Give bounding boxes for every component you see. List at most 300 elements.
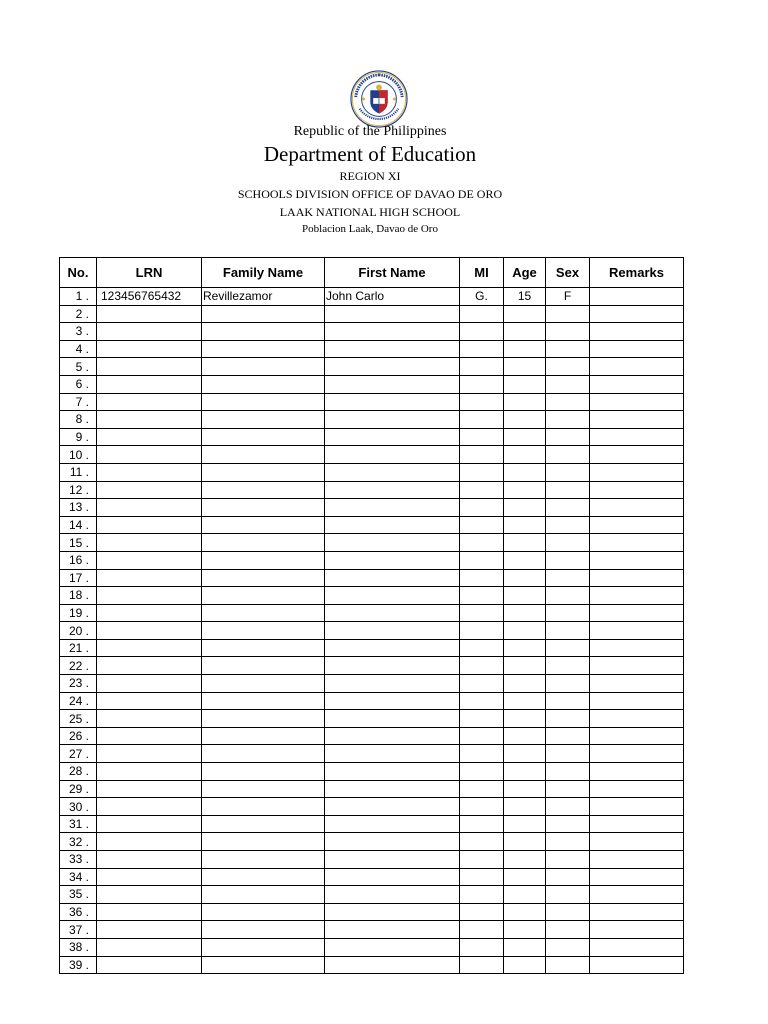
cell-no: 31 . xyxy=(60,815,97,833)
cell-age xyxy=(504,446,546,464)
cell-age xyxy=(504,481,546,499)
cell-mi xyxy=(460,798,504,816)
cell-remarks xyxy=(590,516,684,534)
cell-mi xyxy=(460,639,504,657)
cell-remarks xyxy=(590,745,684,763)
cell-sex xyxy=(546,481,590,499)
cell-lrn xyxy=(97,780,202,798)
cell-mi xyxy=(460,463,504,481)
column-header-sex: Sex xyxy=(546,258,590,288)
cell-mi xyxy=(460,604,504,622)
table-row xyxy=(60,745,684,763)
cell-age xyxy=(504,833,546,851)
cell-no: 23 . xyxy=(60,675,97,693)
cell-mi xyxy=(460,903,504,921)
column-header-no: No. xyxy=(60,258,97,288)
cell-remarks xyxy=(590,411,684,429)
cell-mi xyxy=(460,323,504,341)
cell-lrn xyxy=(97,323,202,341)
cell-family-name xyxy=(202,938,325,956)
cell-no: 25 . xyxy=(60,710,97,728)
cell-remarks xyxy=(590,375,684,393)
cell-age xyxy=(504,393,546,411)
deped-seal-icon xyxy=(350,70,408,128)
cell-mi xyxy=(460,622,504,640)
table-row xyxy=(60,604,684,622)
table-row xyxy=(60,411,684,429)
cell-first-name xyxy=(325,604,460,622)
cell-first-name: John Carlo xyxy=(325,288,460,306)
cell-lrn xyxy=(97,921,202,939)
cell-family-name xyxy=(202,499,325,517)
cell-first-name xyxy=(325,868,460,886)
cell-lrn xyxy=(97,745,202,763)
cell-sex xyxy=(546,886,590,904)
cell-family-name xyxy=(202,428,325,446)
cell-no: 15 . xyxy=(60,534,97,552)
cell-mi xyxy=(460,692,504,710)
cell-family-name xyxy=(202,692,325,710)
student-roster-table xyxy=(59,257,684,974)
cell-sex xyxy=(546,780,590,798)
cell-sex xyxy=(546,675,590,693)
cell-remarks xyxy=(590,956,684,974)
table-row xyxy=(60,798,684,816)
table-row xyxy=(60,639,684,657)
cell-family-name xyxy=(202,657,325,675)
cell-first-name xyxy=(325,727,460,745)
table-row xyxy=(60,657,684,675)
table-row xyxy=(60,833,684,851)
cell-remarks xyxy=(590,903,684,921)
cell-lrn xyxy=(97,375,202,393)
cell-lrn xyxy=(97,763,202,781)
cell-first-name xyxy=(325,692,460,710)
cell-age xyxy=(504,675,546,693)
cell-remarks xyxy=(590,692,684,710)
cell-remarks xyxy=(590,763,684,781)
cell-age xyxy=(504,340,546,358)
cell-sex xyxy=(546,710,590,728)
cell-age xyxy=(504,710,546,728)
cell-no: 11 . xyxy=(60,463,97,481)
cell-family-name xyxy=(202,851,325,869)
cell-sex xyxy=(546,305,590,323)
cell-no: 7 . xyxy=(60,393,97,411)
cell-mi xyxy=(460,921,504,939)
cell-age xyxy=(504,868,546,886)
cell-sex xyxy=(546,938,590,956)
cell-mi xyxy=(460,516,504,534)
cell-mi xyxy=(460,411,504,429)
cell-family-name xyxy=(202,745,325,763)
cell-age xyxy=(504,956,546,974)
cell-no: 13 . xyxy=(60,499,97,517)
cell-first-name xyxy=(325,851,460,869)
table-row xyxy=(60,938,684,956)
cell-sex xyxy=(546,534,590,552)
cell-remarks xyxy=(590,851,684,869)
table-row xyxy=(60,692,684,710)
cell-mi xyxy=(460,763,504,781)
cell-remarks xyxy=(590,675,684,693)
cell-no: 5 . xyxy=(60,358,97,376)
cell-mi xyxy=(460,358,504,376)
column-header-lrn: LRN xyxy=(97,258,202,288)
table-row xyxy=(60,903,684,921)
cell-sex xyxy=(546,411,590,429)
cell-age xyxy=(504,886,546,904)
cell-remarks xyxy=(590,587,684,605)
cell-family-name xyxy=(202,411,325,429)
cell-age xyxy=(504,798,546,816)
table-row xyxy=(60,463,684,481)
cell-no: 33 . xyxy=(60,851,97,869)
cell-lrn xyxy=(97,851,202,869)
cell-remarks xyxy=(590,868,684,886)
table-row xyxy=(60,340,684,358)
cell-lrn xyxy=(97,833,202,851)
cell-age xyxy=(504,463,546,481)
cell-age xyxy=(504,639,546,657)
cell-lrn xyxy=(97,516,202,534)
cell-lrn xyxy=(97,428,202,446)
table-row xyxy=(60,446,684,464)
cell-mi: G. xyxy=(460,288,504,306)
cell-first-name xyxy=(325,903,460,921)
cell-lrn xyxy=(97,903,202,921)
cell-first-name xyxy=(325,534,460,552)
cell-first-name xyxy=(325,815,460,833)
cell-no: 20 . xyxy=(60,622,97,640)
cell-first-name xyxy=(325,499,460,517)
cell-lrn xyxy=(97,692,202,710)
cell-family-name xyxy=(202,463,325,481)
cell-age xyxy=(504,375,546,393)
cell-mi xyxy=(460,868,504,886)
table-row xyxy=(60,305,684,323)
cell-remarks xyxy=(590,639,684,657)
table-row xyxy=(60,780,684,798)
cell-family-name xyxy=(202,798,325,816)
cell-age xyxy=(504,587,546,605)
cell-lrn: 123456765432 xyxy=(97,288,202,306)
cell-no: 16 . xyxy=(60,551,97,569)
cell-first-name xyxy=(325,833,460,851)
table-row xyxy=(60,534,684,552)
cell-family-name xyxy=(202,323,325,341)
cell-sex xyxy=(546,692,590,710)
cell-first-name xyxy=(325,938,460,956)
cell-sex xyxy=(546,657,590,675)
department-title: Department of Education xyxy=(263,142,477,166)
cell-first-name xyxy=(325,622,460,640)
cell-sex xyxy=(546,551,590,569)
cell-family-name xyxy=(202,446,325,464)
table-row xyxy=(60,868,684,886)
cell-lrn xyxy=(97,798,202,816)
cell-lrn xyxy=(97,393,202,411)
cell-first-name xyxy=(325,358,460,376)
cell-age xyxy=(504,604,546,622)
cell-mi xyxy=(460,569,504,587)
cell-family-name xyxy=(202,358,325,376)
cell-mi xyxy=(460,428,504,446)
cell-sex xyxy=(546,903,590,921)
cell-sex xyxy=(546,604,590,622)
cell-sex xyxy=(546,921,590,939)
cell-first-name xyxy=(325,798,460,816)
cell-no: 37 . xyxy=(60,921,97,939)
cell-family-name xyxy=(202,534,325,552)
table-row xyxy=(60,358,684,376)
cell-remarks xyxy=(590,463,684,481)
cell-mi xyxy=(460,446,504,464)
cell-mi xyxy=(460,833,504,851)
cell-no: 22 . xyxy=(60,657,97,675)
cell-family-name xyxy=(202,710,325,728)
cell-first-name xyxy=(325,393,460,411)
table-row xyxy=(60,956,684,974)
cell-first-name xyxy=(325,375,460,393)
cell-lrn xyxy=(97,956,202,974)
cell-mi xyxy=(460,780,504,798)
cell-lrn xyxy=(97,622,202,640)
cell-age xyxy=(504,815,546,833)
cell-no: 6 . xyxy=(60,375,97,393)
cell-no: 2 . xyxy=(60,305,97,323)
cell-mi xyxy=(460,851,504,869)
cell-first-name xyxy=(325,710,460,728)
cell-first-name xyxy=(325,780,460,798)
cell-first-name xyxy=(325,569,460,587)
cell-lrn xyxy=(97,551,202,569)
table-row xyxy=(60,710,684,728)
division-line: SCHOOLS DIVISION OFFICE OF DAVAO DE ORO xyxy=(237,187,503,201)
cell-no: 8 . xyxy=(60,411,97,429)
table-row xyxy=(60,288,684,306)
cell-lrn xyxy=(97,710,202,728)
cell-sex xyxy=(546,763,590,781)
cell-sex xyxy=(546,516,590,534)
cell-family-name xyxy=(202,375,325,393)
cell-mi xyxy=(460,551,504,569)
cell-family-name xyxy=(202,393,325,411)
cell-family-name xyxy=(202,763,325,781)
cell-remarks xyxy=(590,428,684,446)
cell-remarks xyxy=(590,921,684,939)
cell-no: 38 . xyxy=(60,938,97,956)
cell-family-name xyxy=(202,340,325,358)
cell-family-name xyxy=(202,903,325,921)
cell-age xyxy=(504,763,546,781)
table-row xyxy=(60,323,684,341)
cell-mi xyxy=(460,956,504,974)
cell-sex xyxy=(546,815,590,833)
cell-family-name xyxy=(202,675,325,693)
cell-no: 36 . xyxy=(60,903,97,921)
cell-first-name xyxy=(325,463,460,481)
cell-first-name xyxy=(325,921,460,939)
cell-no: 12 . xyxy=(60,481,97,499)
cell-sex xyxy=(546,358,590,376)
cell-age xyxy=(504,323,546,341)
cell-age xyxy=(504,903,546,921)
table-row xyxy=(60,428,684,446)
table-row xyxy=(60,886,684,904)
cell-mi xyxy=(460,375,504,393)
cell-remarks xyxy=(590,886,684,904)
table-row xyxy=(60,763,684,781)
cell-lrn xyxy=(97,499,202,517)
cell-age xyxy=(504,938,546,956)
cell-age xyxy=(504,499,546,517)
cell-no: 4 . xyxy=(60,340,97,358)
cell-age: 15 xyxy=(504,288,546,306)
cell-remarks xyxy=(590,604,684,622)
cell-no: 29 . xyxy=(60,780,97,798)
cell-family-name xyxy=(202,481,325,499)
cell-mi xyxy=(460,710,504,728)
column-header-mi: MI xyxy=(460,258,504,288)
cell-sex xyxy=(546,622,590,640)
cell-no: 19 . xyxy=(60,604,97,622)
cell-first-name xyxy=(325,587,460,605)
column-header-remarks: Remarks xyxy=(590,258,684,288)
cell-lrn xyxy=(97,815,202,833)
cell-lrn xyxy=(97,481,202,499)
cell-sex xyxy=(546,375,590,393)
cell-family-name xyxy=(202,815,325,833)
cell-sex: F xyxy=(546,288,590,306)
table-row xyxy=(60,675,684,693)
cell-mi xyxy=(460,675,504,693)
cell-first-name xyxy=(325,428,460,446)
cell-mi xyxy=(460,481,504,499)
table-row xyxy=(60,622,684,640)
cell-remarks xyxy=(590,305,684,323)
cell-no: 21 . xyxy=(60,639,97,657)
cell-lrn xyxy=(97,727,202,745)
cell-sex xyxy=(546,446,590,464)
table-row xyxy=(60,727,684,745)
cell-remarks xyxy=(590,815,684,833)
cell-age xyxy=(504,534,546,552)
cell-age xyxy=(504,358,546,376)
cell-mi xyxy=(460,340,504,358)
cell-no: 24 . xyxy=(60,692,97,710)
cell-remarks xyxy=(590,569,684,587)
cell-mi xyxy=(460,534,504,552)
table-row xyxy=(60,587,684,605)
cell-first-name xyxy=(325,956,460,974)
cell-lrn xyxy=(97,639,202,657)
cell-remarks xyxy=(590,446,684,464)
cell-remarks xyxy=(590,499,684,517)
cell-mi xyxy=(460,886,504,904)
cell-age xyxy=(504,622,546,640)
cell-no: 28 . xyxy=(60,763,97,781)
table-row xyxy=(60,516,684,534)
cell-no: 26 . xyxy=(60,727,97,745)
cell-remarks xyxy=(590,288,684,306)
cell-remarks xyxy=(590,393,684,411)
header-row xyxy=(60,258,684,288)
cell-sex xyxy=(546,323,590,341)
table-row xyxy=(60,551,684,569)
cell-remarks xyxy=(590,727,684,745)
table-row xyxy=(60,921,684,939)
table-row xyxy=(60,569,684,587)
cell-age xyxy=(504,745,546,763)
cell-family-name xyxy=(202,569,325,587)
cell-family-name xyxy=(202,551,325,569)
cell-remarks xyxy=(590,938,684,956)
cell-sex xyxy=(546,851,590,869)
cell-family-name xyxy=(202,868,325,886)
cell-remarks xyxy=(590,833,684,851)
cell-remarks xyxy=(590,358,684,376)
cell-first-name xyxy=(325,340,460,358)
cell-remarks xyxy=(590,622,684,640)
cell-mi xyxy=(460,587,504,605)
cell-first-name xyxy=(325,639,460,657)
cell-first-name xyxy=(325,551,460,569)
cell-no: 32 . xyxy=(60,833,97,851)
cell-age xyxy=(504,657,546,675)
cell-sex xyxy=(546,727,590,745)
cell-family-name xyxy=(202,886,325,904)
cell-family-name xyxy=(202,305,325,323)
cell-family-name xyxy=(202,516,325,534)
cell-age xyxy=(504,921,546,939)
cell-lrn xyxy=(97,886,202,904)
cell-no: 30 . xyxy=(60,798,97,816)
cell-sex xyxy=(546,340,590,358)
cell-no: 1 . xyxy=(60,288,97,306)
cell-lrn xyxy=(97,463,202,481)
column-header-age: Age xyxy=(504,258,546,288)
cell-no: 27 . xyxy=(60,745,97,763)
cell-remarks xyxy=(590,534,684,552)
cell-lrn xyxy=(97,534,202,552)
cell-first-name xyxy=(325,745,460,763)
cell-remarks xyxy=(590,551,684,569)
cell-mi xyxy=(460,499,504,517)
table-row xyxy=(60,393,684,411)
cell-lrn xyxy=(97,446,202,464)
cell-first-name xyxy=(325,305,460,323)
cell-age xyxy=(504,727,546,745)
cell-no: 39 . xyxy=(60,956,97,974)
cell-remarks xyxy=(590,710,684,728)
cell-age xyxy=(504,692,546,710)
cell-lrn xyxy=(97,657,202,675)
cell-no: 34 . xyxy=(60,868,97,886)
republic-line: Republic of the Philippines xyxy=(293,124,447,139)
cell-family-name xyxy=(202,587,325,605)
cell-sex xyxy=(546,569,590,587)
cell-age xyxy=(504,851,546,869)
school-name: LAAK NATIONAL HIGH SCHOOL xyxy=(279,205,461,219)
cell-first-name xyxy=(325,886,460,904)
cell-sex xyxy=(546,798,590,816)
cell-sex xyxy=(546,587,590,605)
cell-no: 17 . xyxy=(60,569,97,587)
cell-remarks xyxy=(590,340,684,358)
table-row xyxy=(60,851,684,869)
cell-age xyxy=(504,411,546,429)
